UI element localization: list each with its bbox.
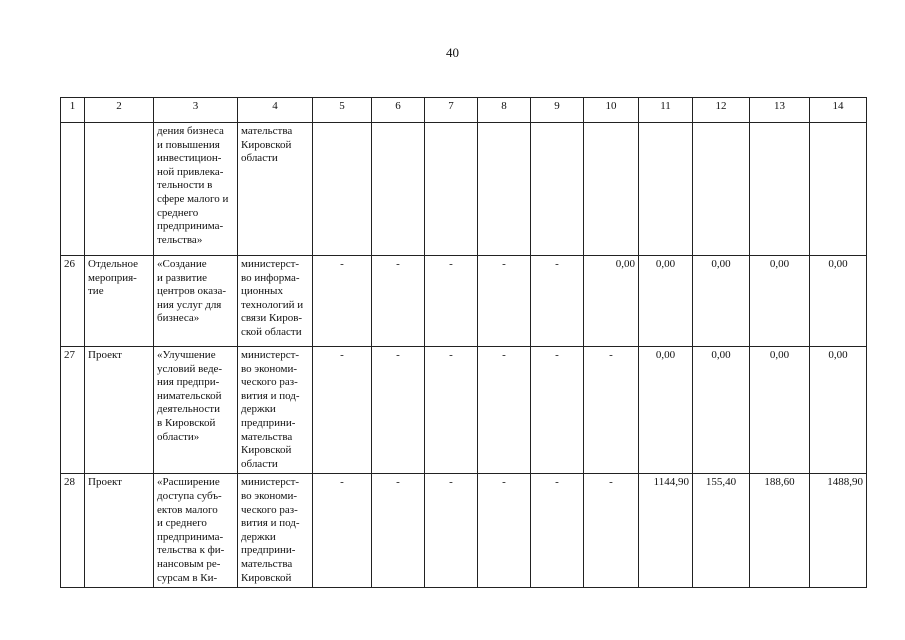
text-line: тельности в [157,179,213,192]
text-line: ния предпри- [157,376,220,389]
text-line: предприни- [241,544,296,557]
text-line: предприни- [241,416,296,429]
value-cell: - [313,256,372,347]
text-line: и развитие [157,271,208,284]
value-cell: - [372,256,425,347]
value-cell [584,123,639,256]
text-line: Кировской [241,138,292,151]
data-table [60,97,867,588]
header-cell: 1 [61,98,85,123]
text-line: нансовым ре- [157,557,221,570]
text-line: вития и под- [241,389,300,402]
value-cell [313,123,372,256]
page-number: 40 [446,45,459,60]
value-cell: - [531,474,584,588]
row-number-cell: 26 [61,256,85,347]
table-row [61,347,867,474]
text-line: бизнеса» [157,312,200,325]
value-cell: 188,60 [750,474,810,588]
row-type-cell [85,256,154,347]
text-line: сурсам в Ки- [157,571,218,584]
value-cell: - [313,347,372,474]
row-name-cell [154,474,238,588]
header-cell: 14 [810,98,867,123]
text-line: мательства [241,430,293,443]
text-line: области» [157,430,200,443]
row-executor-cell [238,256,313,347]
text-line: доступа субъ- [157,489,222,502]
value-cell: - [313,474,372,588]
text-line: области [241,457,278,470]
header-cell: 3 [154,98,238,123]
value-cell: 0,00 [693,347,750,474]
value-cell: - [531,347,584,474]
value-cell: - [531,256,584,347]
text-line: связи Киров- [241,312,303,325]
text-line: Кировской [241,444,292,457]
text-line: дения бизнеса [157,125,224,137]
value-cell: 0,00 [584,256,639,347]
header-cell: 11 [639,98,693,123]
text-line: министерст- [241,258,300,270]
table-row [61,474,867,588]
row-type-cell [85,474,154,588]
text-line: мательства [241,557,293,570]
text-line: Проект [88,476,122,489]
text-line: тельства» [157,233,203,246]
text-line: ной привлека- [157,165,224,178]
row-number-cell: 27 [61,347,85,474]
value-cell [750,123,810,256]
text-line: технологий и [241,298,304,311]
text-line: нимательской [157,389,222,402]
value-cell: - [372,347,425,474]
text-line: мероприя- [88,271,137,284]
text-line: во информа- [241,271,300,284]
value-cell [810,123,867,256]
text-line: предпринима- [157,220,224,233]
row-number-cell: 28 [61,474,85,588]
value-cell [425,123,478,256]
text-line: министерст- [241,349,300,361]
value-cell [693,123,750,256]
text-line: ческого раз- [241,503,298,516]
text-line: держки [241,530,276,543]
text-line: условий веде- [157,362,223,375]
value-cell: - [478,256,531,347]
text-line: центров оказа- [157,285,226,298]
text-line: среднего [157,206,199,219]
text-line: инвестицион- [157,152,222,165]
header-cell: 6 [372,98,425,123]
row-number-cell [61,123,85,256]
text-line: ектов малого [157,503,218,516]
value-cell: 0,00 [810,347,867,474]
table-row [61,256,867,347]
header-cell: 10 [584,98,639,123]
header-cell: 8 [478,98,531,123]
value-cell: - [425,256,478,347]
value-cell: - [372,474,425,588]
value-cell [478,123,531,256]
header-cell: 4 [238,98,313,123]
header-cell: 12 [693,98,750,123]
value-cell: - [425,474,478,588]
value-cell [639,123,693,256]
text-line: «Создание [157,258,207,270]
row-name-cell [154,123,238,256]
row-name-cell [154,347,238,474]
text-line: Проект [88,349,122,361]
text-line: министерст- [241,476,300,489]
header-cell: 13 [750,98,810,123]
value-cell: 1144,90 [639,474,693,588]
value-cell: 0,00 [693,256,750,347]
value-cell: 155,40 [693,474,750,588]
text-line: ционных [241,285,283,298]
header-cell: 2 [85,98,154,123]
text-line: во экономи- [241,362,298,375]
text-line: ния услуг для [157,298,222,311]
value-cell: 0,00 [810,256,867,347]
text-line: «Улучшение [157,349,216,361]
value-cell [531,123,584,256]
text-line: в Кировской [157,416,216,429]
value-cell: 0,00 [639,256,693,347]
text-line: Кировской [241,571,292,584]
value-cell: 0,00 [750,347,810,474]
row-type-cell [85,123,154,256]
value-cell: 0,00 [639,347,693,474]
row-executor-cell [238,347,313,474]
value-cell: - [478,347,531,474]
text-line: предпринима- [157,530,224,543]
text-line: мательства [241,125,293,137]
value-cell: 1488,90 [810,474,867,588]
value-cell: - [584,347,639,474]
text-line: сфере малого и [157,192,229,205]
row-name-cell [154,256,238,347]
value-cell [372,123,425,256]
text-line: ческого раз- [241,376,298,389]
text-line: держки [241,403,276,416]
text-line: Отдельное [88,258,138,270]
header-row [61,98,867,123]
table-row [61,123,867,256]
text-line: тельства к фи- [157,544,225,557]
header-cell: 9 [531,98,584,123]
text-line: ской области [241,325,302,338]
text-line: деятельности [157,403,220,416]
row-executor-cell [238,123,313,256]
text-line: и повышения [157,138,220,151]
text-line: во экономи- [241,489,298,502]
value-cell: 0,00 [750,256,810,347]
row-executor-cell [238,474,313,588]
value-cell: - [584,474,639,588]
value-cell: - [425,347,478,474]
text-line: тие [88,285,104,298]
text-line: вития и под- [241,517,300,530]
text-line: области [241,152,278,165]
row-type-cell [85,347,154,474]
header-cell: 7 [425,98,478,123]
value-cell: - [478,474,531,588]
text-line: «Расширение [157,476,220,489]
header-cell: 5 [313,98,372,123]
text-line: и среднего [157,517,207,530]
